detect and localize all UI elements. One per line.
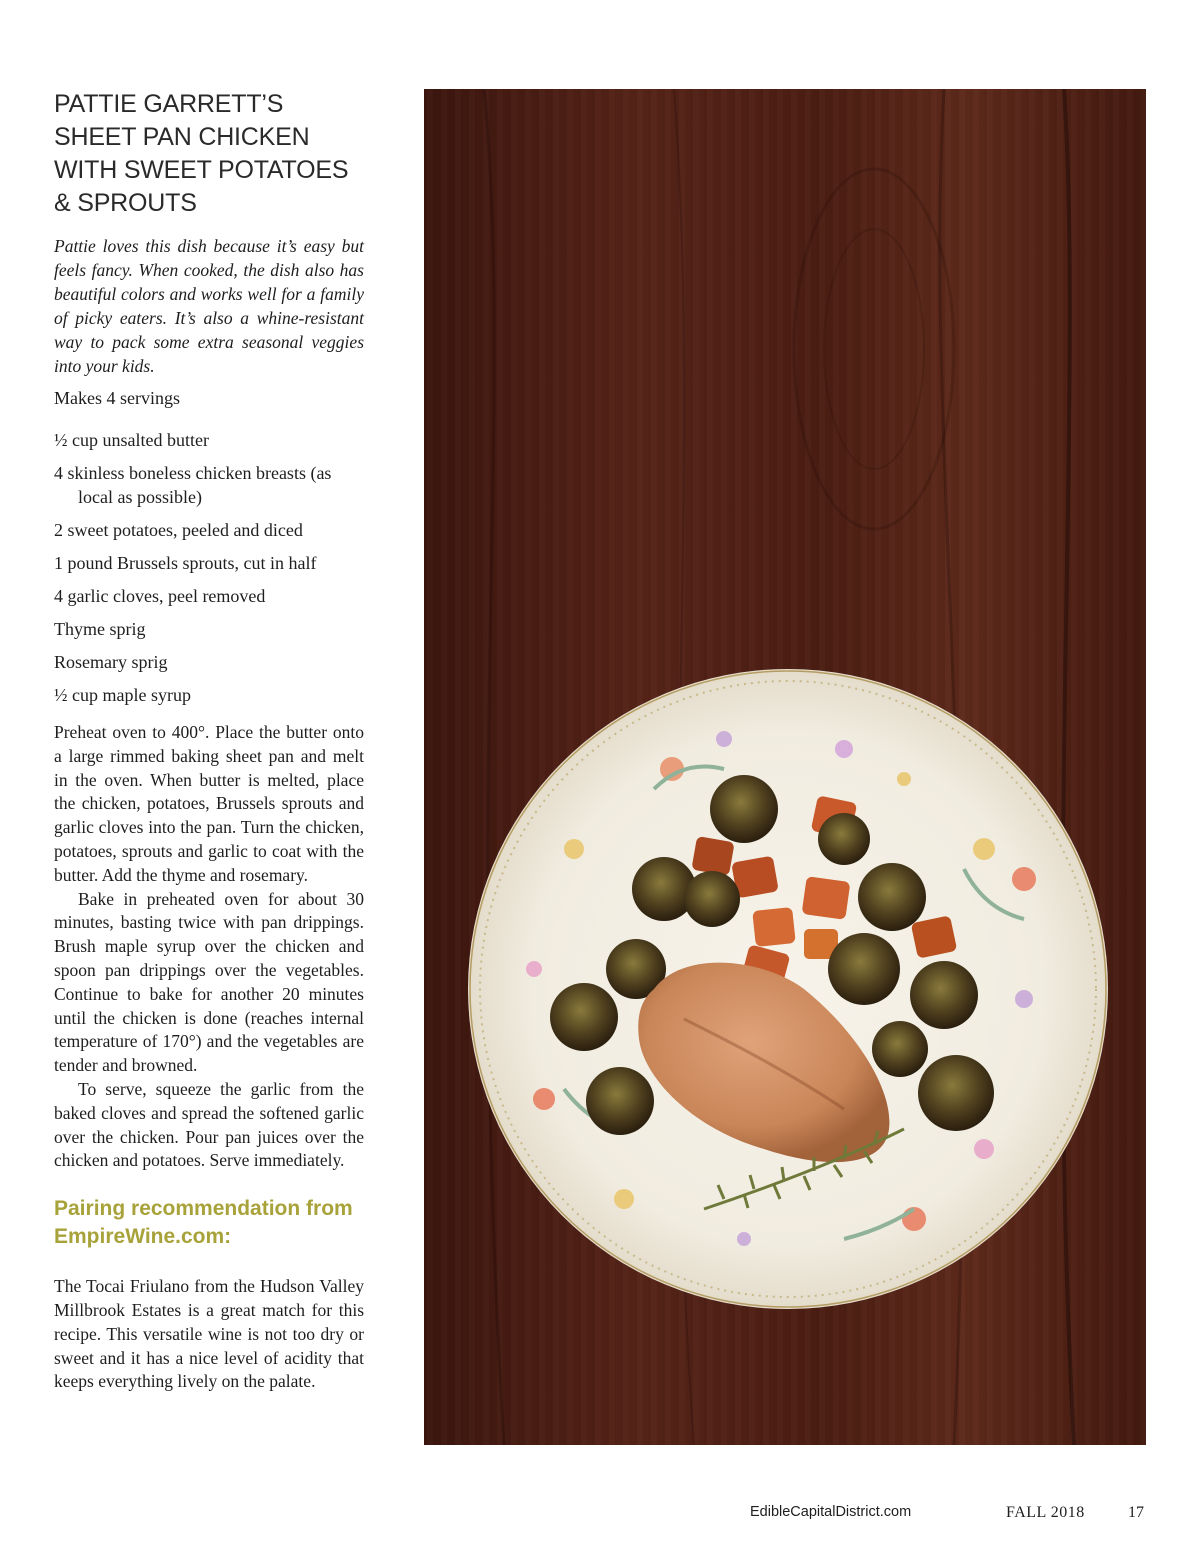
ingredient-item: 1 pound Brussels sprouts, cut in half <box>54 553 317 573</box>
direction-paragraph: To serve, squeeze the garlic from the baked cloves and spread the softened garlic over the chicken. Pour pan juices over the chicken and potatoes. Serve immediately. <box>54 1078 364 1171</box>
ingredient-item: Thyme sprig <box>54 619 146 639</box>
recipe-column <box>54 88 364 1394</box>
pairing-heading: Pairing recommendation from EmpireWine.com: <box>54 1197 353 1249</box>
pairing-text: The Tocai Friulano from the Hudson Valley Millbrook Estates is a great match for this recipe. This versatile wine is not too dry or sweet and it has a nice level of acidity that keeps everything lively on the palate. <box>54 1276 364 1392</box>
ingredient-item: 2 sweet potatoes, peeled and diced <box>54 520 303 540</box>
dish-photo <box>424 89 1146 1445</box>
footer-issue: FALL 2018 <box>1006 1504 1085 1521</box>
ingredient-list <box>54 428 364 707</box>
direction-paragraph: Preheat oven to 400°. Place the butter onto a large rimmed baking sheet pan and melt in the oven. When butter is melted, place the chicken, potatoes, Brussels sprouts and garlic cloves into the pan. Turn the chicken, potatoes, sprouts and garlic to coat with the butter. Add the thyme and rosemary. <box>54 722 364 885</box>
ingredient-item: 4 skinless boneless chicken breasts (as local as possible) <box>54 463 332 507</box>
ingredient-item: ½ cup maple syrup <box>54 685 191 705</box>
plate-illustration <box>424 89 1146 1445</box>
recipe-intro: Pattie loves this dish because it’s easy but feels fancy. When cooked, the dish also has beautiful colors and works well for a family of picky eaters. It’s also a whine-resistant way to pack some extra seasonal veggies into your kids. <box>54 236 364 376</box>
direction-paragraph: Bake in preheated oven for about 30 minutes, basting twice with pan drippings. Brush maple syrup over the chicken and spoon pan drippings over the vegetables. Continue to bake for another 20 minutes until the chicken is done (reaches internal temperature of 170°) and the vegetables are tender and browned. <box>54 888 364 1076</box>
ingredient-item: ½ cup unsalted butter <box>54 430 209 450</box>
servings: Makes 4 servings <box>54 388 180 408</box>
page-number: 17 <box>1128 1504 1144 1521</box>
ingredient-item: Rosemary sprig <box>54 652 168 672</box>
recipe-title: PATTIE GARRETT’S SHEET PAN CHICKEN WITH SWEET POTATOES & SPROUTS <box>54 90 349 217</box>
ingredient-item: 4 garlic cloves, peel removed <box>54 586 266 606</box>
footer-site: EdibleCapitalDistrict.com <box>750 1504 912 1520</box>
